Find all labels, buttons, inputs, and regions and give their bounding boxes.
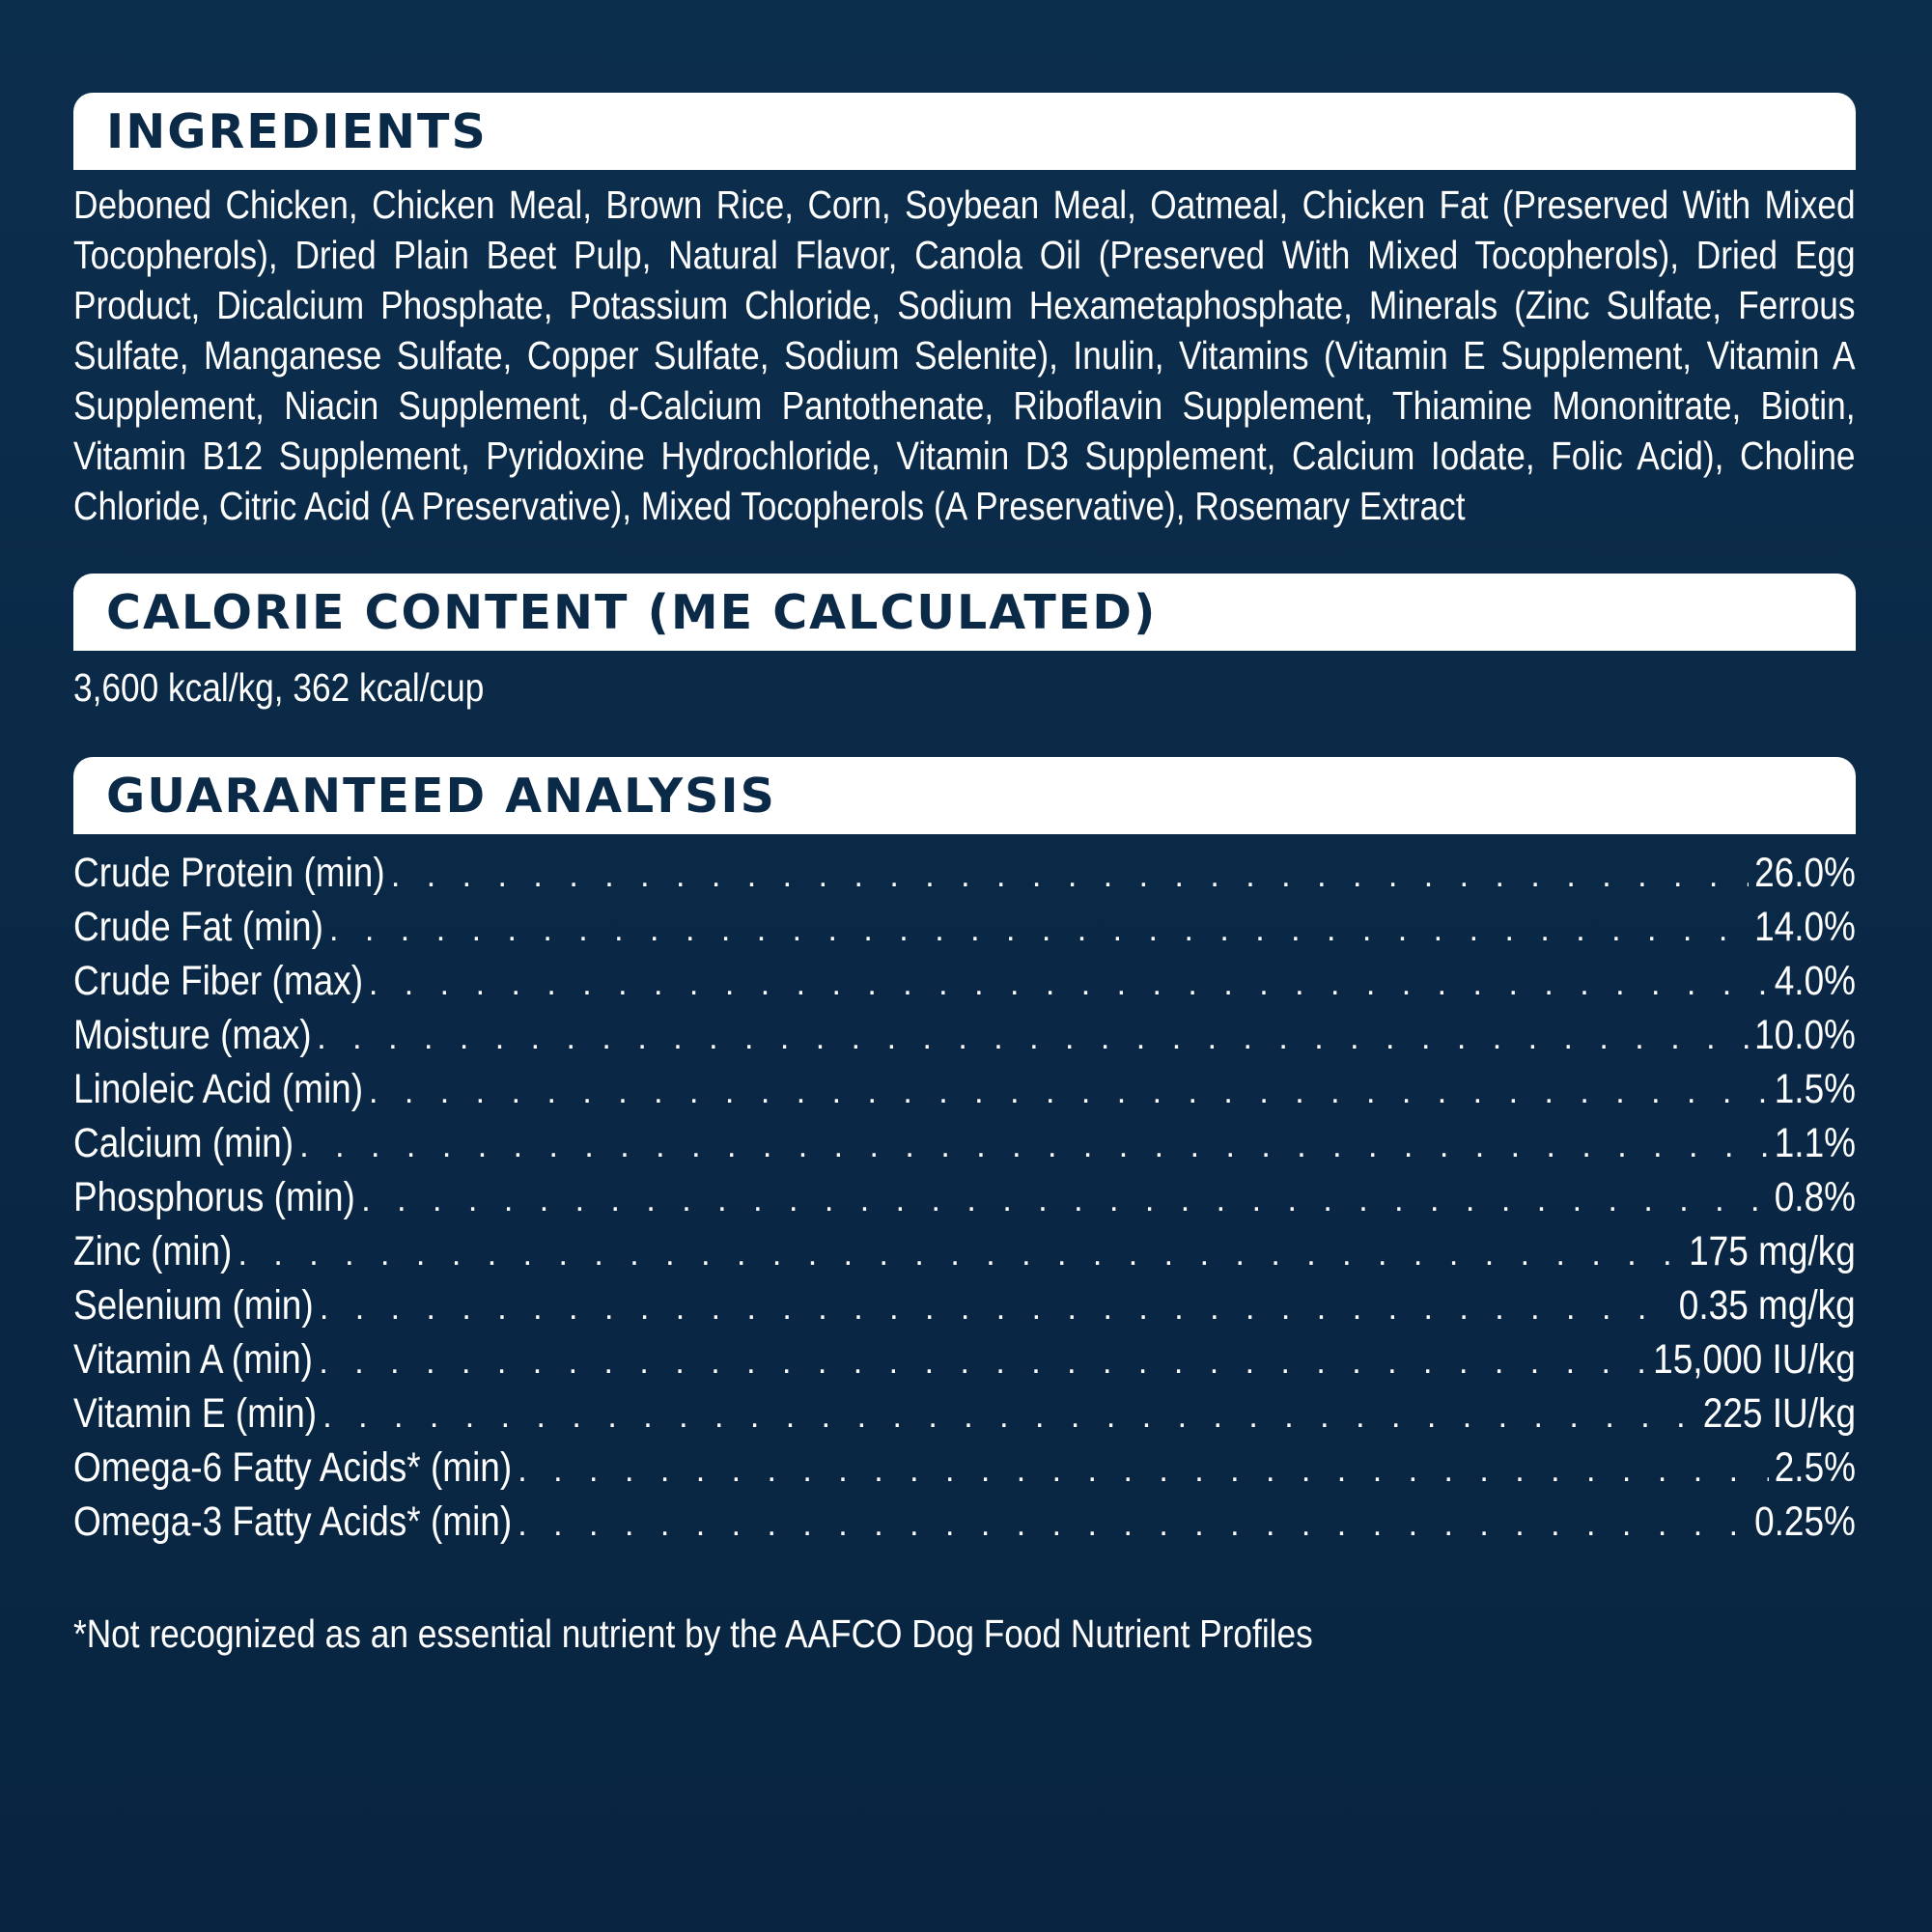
analysis-value: 14.0% bbox=[1754, 904, 1856, 950]
dot-leader bbox=[391, 849, 1749, 900]
dot-leader bbox=[369, 957, 1769, 1008]
analysis-label: Crude Protein (min) bbox=[73, 850, 385, 896]
analysis-row-omega-6 bbox=[73, 1441, 1856, 1495]
ingredients-section bbox=[73, 93, 1856, 531]
dot-leader bbox=[317, 1011, 1749, 1062]
analysis-row-crude-fiber bbox=[73, 954, 1856, 1008]
analysis-label: Selenium (min) bbox=[73, 1282, 314, 1329]
dot-leader bbox=[518, 1498, 1749, 1549]
dot-leader bbox=[518, 1443, 1768, 1495]
calorie-content-text: 3,600 kcal/kg, 362 kcal/cup bbox=[73, 665, 485, 710]
analysis-label: Phosphorus (min) bbox=[73, 1174, 355, 1220]
analysis-list bbox=[73, 846, 1856, 1549]
dot-leader bbox=[319, 1335, 1647, 1386]
analysis-row-phosphorus bbox=[73, 1170, 1856, 1224]
dot-leader bbox=[322, 1389, 1696, 1441]
analysis-value: 4.0% bbox=[1774, 958, 1856, 1004]
analysis-row-selenium bbox=[73, 1278, 1856, 1332]
analysis-row-vitamin-e bbox=[73, 1386, 1856, 1441]
dot-leader bbox=[238, 1227, 1683, 1278]
analysis-row-crude-fat bbox=[73, 900, 1856, 954]
analysis-label: Vitamin E (min) bbox=[73, 1390, 318, 1437]
dot-leader bbox=[329, 903, 1749, 954]
analysis-value: 15,000 IU/kg bbox=[1653, 1336, 1856, 1383]
analysis-row-omega-3 bbox=[73, 1495, 1856, 1549]
analysis-label: Moisture (max) bbox=[73, 1012, 312, 1058]
analysis-label: Omega-6 Fatty Acids* (min) bbox=[73, 1444, 513, 1491]
analysis-row-linoleic-acid bbox=[73, 1062, 1856, 1116]
analysis-row-crude-protein bbox=[73, 846, 1856, 900]
guaranteed-analysis-header bbox=[73, 757, 1856, 834]
dot-leader bbox=[361, 1173, 1768, 1224]
ingredients-text: Deboned Chicken, Chicken Meal, Brown Rice, Corn, Soybean Meal, Oatmeal, Chicken Fat (Preserved With Mixed Tocopherols), Dried Plain Beet Pulp, Natural Flavor, Canola Oil (Preserved With Mixed Tocopherols), Dried Egg Product, Dicalcium Phosphate, Potassium Chloride, Sodium Hexametaphosphate, Minerals (Zinc Sulfate, Ferrous Sulfate, Manganese Sulfate, Copper Sulfate, Sodium Selenite), Inulin, Vitamins (Vitamin E Supplement, Vitamin A Supplement, Niacin Supplement, d-Calcium Pantothenate, Riboflavin Supplement, Thiamine Mononitrate, Biotin, Vitamin B12 Supplement, Pyridoxine Hydrochloride, Vitamin D3 Supplement, Calcium Iodate, Folic Acid), Choline Chloride, Citric Acid (A Preservative), Mixed Tocopherols (A Preservative), Rosemary Extract bbox=[73, 182, 1856, 528]
analysis-value: 1.5% bbox=[1774, 1066, 1856, 1112]
calorie-content-section bbox=[73, 574, 1856, 713]
ingredients-title: INGREDIENTS bbox=[106, 103, 488, 159]
analysis-value: 0.25% bbox=[1754, 1498, 1856, 1545]
analysis-row-moisture bbox=[73, 1008, 1856, 1062]
dot-leader bbox=[369, 1065, 1769, 1116]
analysis-row-zinc bbox=[73, 1224, 1856, 1278]
guaranteed-analysis-section bbox=[73, 757, 1856, 1659]
analysis-label: Crude Fiber (max) bbox=[73, 958, 364, 1004]
calorie-content-header bbox=[73, 574, 1856, 651]
analysis-value: 175 mg/kg bbox=[1689, 1228, 1856, 1274]
analysis-label: Zinc (min) bbox=[73, 1228, 233, 1274]
analysis-value: 0.8% bbox=[1774, 1174, 1856, 1220]
dot-leader bbox=[320, 1281, 1674, 1332]
analysis-label: Omega-3 Fatty Acids* (min) bbox=[73, 1498, 513, 1545]
ingredients-header bbox=[73, 93, 1856, 170]
analysis-label: Calcium (min) bbox=[73, 1120, 294, 1166]
analysis-value: 2.5% bbox=[1774, 1444, 1856, 1491]
calorie-content-title: CALORIE CONTENT (ME CALCULATED) bbox=[106, 584, 1158, 640]
analysis-row-calcium bbox=[73, 1116, 1856, 1170]
footnote: *Not recognized as an essential nutrient by the AAFCO Dog Food Nutrient Profiles bbox=[73, 1611, 1313, 1656]
analysis-value: 0.35 mg/kg bbox=[1679, 1282, 1856, 1329]
analysis-label: Crude Fat (min) bbox=[73, 904, 323, 950]
analysis-value: 10.0% bbox=[1754, 1012, 1856, 1058]
guaranteed-analysis-title: GUARANTEED ANALYSIS bbox=[106, 768, 776, 824]
analysis-value: 225 IU/kg bbox=[1702, 1390, 1856, 1437]
analysis-value: 26.0% bbox=[1754, 850, 1856, 896]
dot-leader bbox=[299, 1119, 1768, 1170]
analysis-label: Vitamin A (min) bbox=[73, 1336, 314, 1383]
analysis-row-vitamin-a bbox=[73, 1332, 1856, 1386]
analysis-label: Linoleic Acid (min) bbox=[73, 1066, 364, 1112]
analysis-value: 1.1% bbox=[1774, 1120, 1856, 1166]
nutrition-panel bbox=[73, 93, 1856, 1698]
